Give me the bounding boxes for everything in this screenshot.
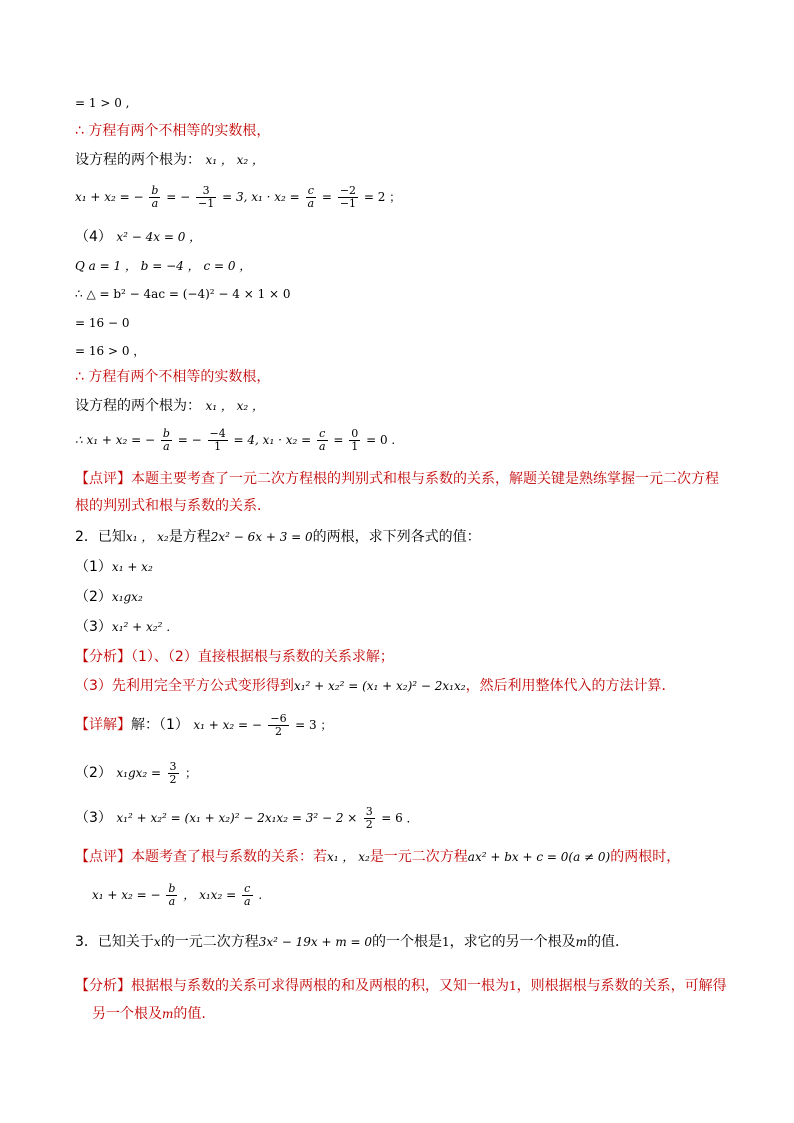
stem-text: 3．已知关于 <box>75 934 154 950</box>
detail-expr: = 6 ． <box>381 811 419 825</box>
stem-text: 是方程 <box>168 529 211 545</box>
roots-line <box>75 151 264 169</box>
detail-expr: x₁gx₂ = <box>116 766 162 780</box>
analysis-text: ，则根据根与系数的关系，可解得 <box>516 978 727 994</box>
fraction: $\frac{-4}{1}$ <box>209 427 226 453</box>
fraction: $\frac{0}{1}$ <box>351 427 359 453</box>
roots-label: 设方程的两个根为： <box>75 152 201 168</box>
fraction: $\frac{3}{2}$ <box>365 804 373 831</box>
formula-part: = <box>333 433 344 447</box>
coefficients-line: Q a = 1 ， b = −4 ， c = 0 ， <box>75 259 252 273</box>
equation: x² − 4x = 0 ， <box>116 230 202 244</box>
formula-part: x₁ + x₂ = − <box>92 888 161 902</box>
q2-detail-2 <box>75 758 197 788</box>
conclusion-line: ∴ 方程有两个不相等的实数根， <box>75 369 271 385</box>
comment-text: 本题考查了根与系数的关系：若 <box>131 849 327 865</box>
fraction: $\frac{3}{2}$ <box>169 759 177 786</box>
stem-text: 的一个根是 <box>372 934 443 950</box>
equation-4-line <box>75 228 201 246</box>
discriminant-line: ∴ △ = b² − 4ac = (−4)² − 4 × 1 × 0 <box>75 287 291 301</box>
sum-product-formula <box>75 425 395 455</box>
analysis-tag: 【分析】 <box>75 978 131 994</box>
formula-part: x₁ + x₂ = − <box>75 190 144 204</box>
question-2-stem <box>75 528 481 546</box>
roots-label: 设方程的两个根为： <box>75 398 201 414</box>
expr-line: = 1 > 0 , <box>75 96 130 110</box>
analysis-number: 1 <box>509 979 517 993</box>
comment-paragraph <box>75 470 719 488</box>
stem-text: 的一元二次方程 <box>160 934 259 950</box>
stem-equation: 3x² − 19x + m = 0 <box>258 935 373 949</box>
q2-item-2 <box>75 588 143 606</box>
item-label: （3） <box>75 619 112 635</box>
formula-part: = 4, x₁ · x₂ = <box>233 433 312 447</box>
comment-text: 是一元二次方程 <box>369 849 468 865</box>
stem-text: ，求它的另一个根及 <box>449 934 576 950</box>
item-label: （2） <box>75 589 112 605</box>
expr-line: = 16 − 0 <box>75 316 130 330</box>
detail-expr: x₁ + x₂ = − <box>193 718 262 732</box>
item-expr: x₁ + x₂ <box>111 560 153 574</box>
analysis-var: m <box>162 1007 174 1021</box>
analysis-text: 根据根与系数的关系可求得两根的和及两根的积，又知一根为 <box>131 978 509 994</box>
fraction: $\frac{c}{a}$ <box>307 184 315 210</box>
stem-text: 2．已知 <box>75 529 126 545</box>
comment-text: 本题主要考查了一元二次方程根的判别式和根与系数的关系，解题关键是熟练掌握一元二次方程 <box>131 471 719 487</box>
fraction: $\frac{c}{a}$ <box>243 882 251 908</box>
conclusion-line: ∴ 方程有两个不相等的实数根， <box>75 123 271 139</box>
stem-text: 的两根，求下列各式的值： <box>312 529 481 545</box>
comment-vars: x₁ ， x₂ <box>327 850 370 864</box>
comment-tag: 【点评】 <box>75 849 131 865</box>
analysis-text: 另一个根及 <box>92 1006 162 1022</box>
fraction: $\frac{-6}{2}$ <box>270 711 287 738</box>
analysis-text: （1）、（2）直接根据根与系数的关系求解； <box>131 649 394 665</box>
analysis-text: ，然后利用整体代入的方法计算． <box>465 678 676 694</box>
analysis-text: （3）先利用完全平方公式变形得到 <box>75 678 294 694</box>
stem-var: m <box>575 935 588 949</box>
formula-part: = − <box>177 433 202 447</box>
fraction: $\frac{c}{a}$ <box>318 427 326 453</box>
question-3-stem <box>75 933 629 951</box>
formula-part: = 2 ； <box>363 190 402 204</box>
roots-vars: x₁ ， x₂ ， <box>205 153 265 167</box>
q3-analysis-continued <box>92 1005 206 1023</box>
fraction: $\frac{b}{a}$ <box>168 882 176 908</box>
stem-equation: 2x² − 6x + 3 = 0 <box>210 530 313 544</box>
item-expr: x₁² + x₂² ． <box>111 620 179 634</box>
roots-vars: x₁ ， x₂ ， <box>205 399 265 413</box>
fraction: $\frac{b}{a}$ <box>151 184 159 210</box>
detail-expr: = 3 ； <box>295 718 333 732</box>
stem-vars: x₁ ， x₂ <box>125 530 169 544</box>
q2-item-3 <box>75 618 178 636</box>
q2-comment <box>75 848 680 866</box>
comment-text: 的两根时， <box>610 849 681 865</box>
item-label: （4） <box>75 229 112 245</box>
expr-line: = 16 > 0 ， <box>75 344 146 358</box>
comment-equation: ax² + bx + c = 0(a ≠ 0) <box>467 850 611 864</box>
q2-analysis <box>75 648 394 666</box>
stem-number: 1 <box>442 935 450 949</box>
formula-part: ， x₁x₂ = <box>183 888 237 902</box>
detail-tag: 【详解】 <box>75 717 131 733</box>
q2-comment-formula: x₁ + x₂ = − $\frac{b}{a}$ ， x₁x₂ = $\frac{c}{a}$ . <box>92 882 263 908</box>
detail-expr: x₁² + x₂² = (x₁ + x₂)² − 2x₁x₂ = 3² − 2 × <box>116 811 358 825</box>
sum-product-formula <box>75 182 401 212</box>
q2-item-1 <box>75 558 153 576</box>
item-label: （2） <box>75 765 112 781</box>
formula-part: = 3, x₁ · x₂ = <box>222 190 300 204</box>
analysis-tag: 【分析】 <box>75 649 131 665</box>
q2-detail-3 <box>75 803 419 833</box>
fraction: $\frac{b}{a}$ <box>162 427 170 453</box>
analysis-equation: x₁² + x₂² = (x₁ + x₂)² − 2x₁x₂ <box>293 679 466 693</box>
item-label: （3） <box>75 810 112 826</box>
fraction: $\frac{3}{-1}$ <box>198 184 215 210</box>
formula-part: = <box>321 190 332 204</box>
detail-text: 解：（1） <box>131 717 189 733</box>
analysis-text: 的值. <box>173 1006 206 1022</box>
fraction: $\frac{-2}{-1}$ <box>339 184 357 210</box>
comment-text-continued: 根的判别式和根与系数的关系． <box>75 498 271 514</box>
item-label: （1） <box>75 559 112 575</box>
formula-part: = 0 . <box>366 433 396 447</box>
item-expr: x₁gx₂ <box>111 590 143 604</box>
q3-analysis <box>75 977 727 995</box>
roots-line <box>75 397 264 415</box>
comment-tag: 【点评】 <box>75 471 131 487</box>
q2-detail-1 <box>75 710 332 740</box>
formula-part: ∴ x₁ + x₂ = − <box>75 433 156 447</box>
stem-var: x <box>153 935 161 949</box>
q2-analysis-continued <box>75 677 676 695</box>
detail-expr: ； <box>185 766 198 780</box>
stem-text: 的值． <box>587 934 630 950</box>
formula-part: = − <box>166 190 191 204</box>
